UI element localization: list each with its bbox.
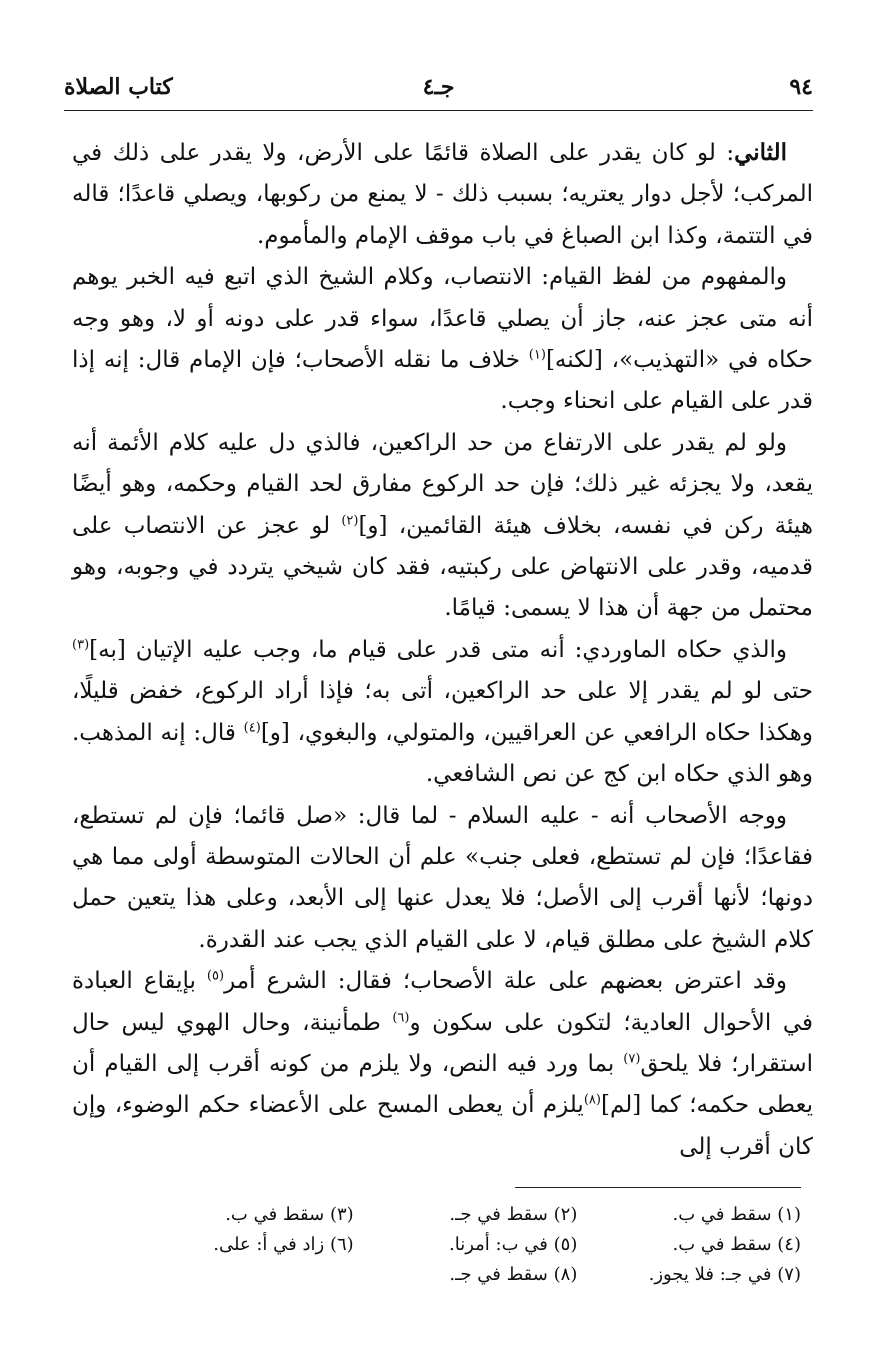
paragraph-lead: الثاني (734, 139, 787, 166)
paragraph-2: والمفهوم من لفظ القيام: الانتصاب، وكلام الشيخ الذي اتبع فيه الخبر يوهم أنه متى عجز عنه، جاز أن يصلي قاعدًا، سواء قدر على دونه أو لا، وهو وجه حكاه في «التهذيب»، [لكنه]$^{(١)}$ خلاف ما نقله الأصحاب؛ فإن الإمام قال: إنه إذا قدر على القيام على انحناء وجب. (72, 264, 813, 415)
footnote-ref-5[interactable]: (٥) (206, 968, 225, 984)
main-text (72, 132, 813, 1168)
book-title: كتاب الصلاة (64, 74, 173, 100)
footnote-ref-6[interactable]: (٦) (392, 1009, 410, 1025)
page-header (64, 70, 813, 111)
footnotes (150, 1200, 801, 1290)
footnote-divider (515, 1187, 801, 1188)
footnote-1: (١) سقط في ب. (672, 1204, 801, 1225)
paragraph-5: ووجه الأصحاب أنه - عليه السلام - لما قال: «صل قائما؛ فإن لم تستطع، فقاعدًا؛ فإن لم تستطع، فعلى جنب» علم أن الحالات المتوسطة أولى مما هي دونها؛ لأنها أقرب إلى الأصل؛ فلا يعدل عنها إلى الأبعد، وعلى هذا يتعين حمل كلام الشيخ على مطلق قيام، لا على القيام الذي يجب عند القدرة. (72, 802, 813, 953)
volume-label: جـ٤ (422, 74, 455, 100)
footnote-2: (٢) سقط في جـ. (449, 1204, 578, 1225)
footnote-ref-3[interactable]: (٣) (72, 637, 90, 653)
footnote-ref-7[interactable]: (٧) (623, 1051, 641, 1067)
footnote-6: (٦) زاد في أ: على. (213, 1234, 354, 1255)
footnote-7: (٧) في جـ: فلا يجوز. (648, 1264, 801, 1285)
footnote-ref-1[interactable]: (١) (528, 347, 546, 363)
footnote-ref-2[interactable]: (٢) (341, 513, 359, 528)
footnote-ref-4[interactable]: (٤) (243, 720, 261, 736)
page-number: ٩٤ (789, 74, 813, 100)
paragraph-6: وقد اعترض بعضهم على علة الأصحاب؛ فقال: الشرع أمر$^{(٥)}$ بإيقاع العبادة في الأحوال العادية؛ لتكون على سكون و$^{(٦)}$ طمأنينة، وحال الهوي ليس حال استقرار؛ فلا يلحق$^{(٧)}$ بما ورد فيه النص، ولا يلزم من كونه أقرب إلى القيام أن يعطى حكمه؛ كما [لم]$^{(٨)}$يلزم أن يعطى المسح على الأعضاء حكم الوضوء، وإن كان أقرب إلى (72, 968, 813, 1160)
footnote-4: (٤) سقط في ب. (672, 1234, 801, 1255)
footnote-3: (٣) سقط في ب. (225, 1204, 354, 1225)
paragraph-3: ولو لم يقدر على الارتفاع من حد الراكعين، فالذي دل عليه كلام الأئمة أنه يقعد، ولا يجزئه غير ذلك؛ فإن حد الركوع مفارق لحد القيام وحكمه، وهو أيضًا هيئة ركن في نفسه، بخلاف هيئة القائمين، [و]$^{(٢)}$ لو عجز عن الانتصاب على قدميه، وقدر على الانتهاض على ركبتيه، فقد كان شيخي يتردد في وجوبه، وهو محتمل من جهة أن هذا لا يسمى: قيامًا. (72, 429, 813, 622)
paragraph-4: والذي حكاه الماوردي: أنه متى قدر على قيام ما، وجب عليه الإتيان [به]$^{(٣)}$ حتى لو لم يقدر إلا على حد الراكعين، أتى به؛ فإذا أراد الركوع، خفض قليلًا، وهكذا حكاه الرافعي عن العراقيين، والمتولي، والبغوي، [و]$^{(٤)}$ قال: إنه المذهب. وهو الذي حكاه ابن كج عن نص الشافعي. (72, 636, 813, 788)
footnote-ref-8[interactable]: (٨) (583, 1092, 601, 1108)
footnote-5: (٥) في ب: أمرنا. (449, 1234, 578, 1255)
footnote-8: (٨) سقط في جـ. (449, 1264, 578, 1285)
paragraph-1: الثاني: لو كان يقدر على الصلاة قائمًا على الأرض، ولا يقدر على ذلك في المركب؛ لأجل دوار يعتريه؛ بسبب ذلك - لا يمنع من ركوبها، ويصلي قاعدًا؛ قاله في التتمة، وكذا ابن الصباغ في باب موقف الإمام والمأموم. (72, 139, 813, 249)
